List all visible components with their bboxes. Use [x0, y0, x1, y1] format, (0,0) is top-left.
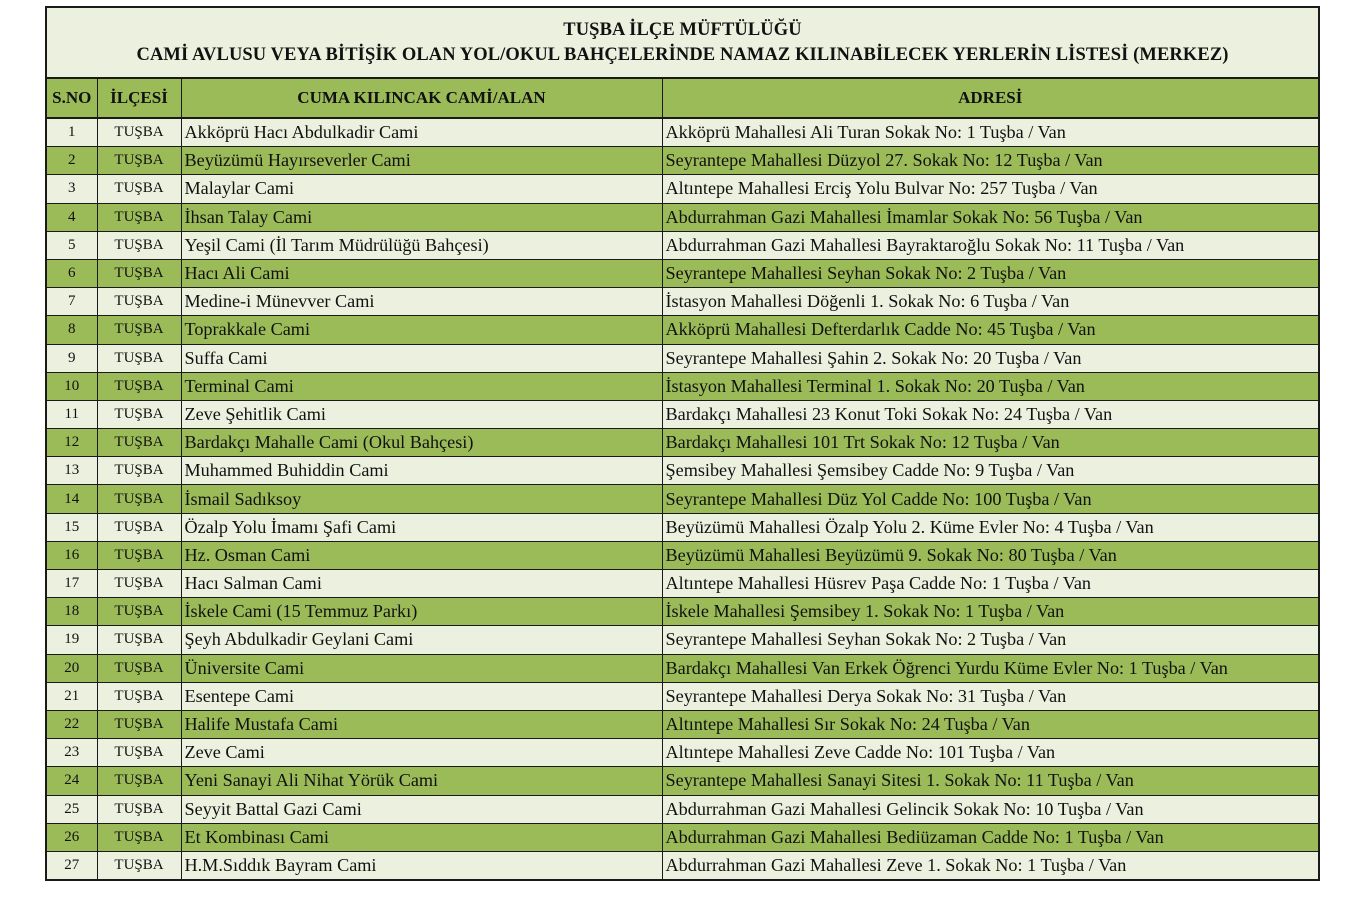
mosque-name-cell: İskele Cami (15 Temmuz Parkı)	[181, 598, 662, 626]
address-cell: Seyrantepe Mahallesi Derya Sokak No: 31 Tuşba / Van	[662, 682, 1318, 710]
table-row	[47, 457, 1318, 485]
district-cell: TUŞBA	[97, 541, 181, 569]
address-cell: Altıntepe Mahallesi Erciş Yolu Bulvar No: 257 Tuşba / Van	[662, 175, 1318, 203]
row-number-cell: 8	[47, 316, 97, 344]
row-number-cell: 5	[47, 231, 97, 259]
row-number-cell: 10	[47, 372, 97, 400]
table-row	[47, 203, 1318, 231]
row-number-cell: 21	[47, 682, 97, 710]
address-cell: Altıntepe Mahallesi Hüsrev Paşa Cadde No: 1 Tuşba / Van	[662, 570, 1318, 598]
mosque-name-cell: Terminal Cami	[181, 372, 662, 400]
mosque-name-cell: Şeyh Abdulkadir Geylani Cami	[181, 626, 662, 654]
table-row	[47, 739, 1318, 767]
row-number-cell: 6	[47, 259, 97, 287]
address-cell: Abdurrahman Gazi Mahallesi İmamlar Sokak No: 56 Tuşba / Van	[662, 203, 1318, 231]
address-cell: Abdurrahman Gazi Mahallesi Zeve 1. Sokak No: 1 Tuşba / Van	[662, 851, 1318, 879]
mosque-name-cell: Yeşil Cami (İl Tarım Müdrülüğü Bahçesi)	[181, 231, 662, 259]
mosque-name-cell: Muhammed Buhiddin Cami	[181, 457, 662, 485]
table-row	[47, 175, 1318, 203]
row-number-cell: 2	[47, 147, 97, 175]
row-number-cell: 11	[47, 400, 97, 428]
row-number-cell: 26	[47, 823, 97, 851]
district-cell: TUŞBA	[97, 400, 181, 428]
district-cell: TUŞBA	[97, 344, 181, 372]
mosque-name-cell: Halife Mustafa Cami	[181, 710, 662, 738]
column-header-district: İLÇESİ	[97, 79, 181, 118]
mosque-name-cell: Malaylar Cami	[181, 175, 662, 203]
row-number-cell: 9	[47, 344, 97, 372]
table-row	[47, 316, 1318, 344]
row-number-cell: 12	[47, 429, 97, 457]
table-row	[47, 344, 1318, 372]
table-row	[47, 598, 1318, 626]
mosque-name-cell: H.M.Sıddık Bayram Cami	[181, 851, 662, 879]
address-cell: Bardakçı Mahallesi 101 Trt Sokak No: 12 Tuşba / Van	[662, 429, 1318, 457]
address-cell: İskele Mahallesi Şemsibey 1. Sokak No: 1 Tuşba / Van	[662, 598, 1318, 626]
table-row	[47, 823, 1318, 851]
table-row	[47, 372, 1318, 400]
mosque-name-cell: İhsan Talay Cami	[181, 203, 662, 231]
address-cell: Abdurrahman Gazi Mahallesi Bediüzaman Cadde No: 1 Tuşba / Van	[662, 823, 1318, 851]
row-number-cell: 27	[47, 851, 97, 879]
district-cell: TUŞBA	[97, 598, 181, 626]
row-number-cell: 19	[47, 626, 97, 654]
district-cell: TUŞBA	[97, 513, 181, 541]
mosque-name-cell: Hacı Salman Cami	[181, 570, 662, 598]
row-number-cell: 25	[47, 795, 97, 823]
district-cell: TUŞBA	[97, 851, 181, 879]
district-cell: TUŞBA	[97, 429, 181, 457]
address-cell: Abdurrahman Gazi Mahallesi Gelincik Sokak No: 10 Tuşba / Van	[662, 795, 1318, 823]
district-cell: TUŞBA	[97, 147, 181, 175]
mosque-name-cell: Toprakkale Cami	[181, 316, 662, 344]
column-header-mosque: CUMA KILINCAK CAMİ/ALAN	[181, 79, 662, 118]
district-cell: TUŞBA	[97, 203, 181, 231]
table-row	[47, 710, 1318, 738]
row-number-cell: 3	[47, 175, 97, 203]
mosque-name-cell: Üniversite Cami	[181, 654, 662, 682]
district-cell: TUŞBA	[97, 457, 181, 485]
mosque-name-cell: Et Kombinası Cami	[181, 823, 662, 851]
mosque-name-cell: Yeni Sanayi Ali Nihat Yörük Cami	[181, 767, 662, 795]
district-cell: TUŞBA	[97, 259, 181, 287]
mosque-name-cell: Hz. Osman Cami	[181, 541, 662, 569]
address-cell: Seyrantepe Mahallesi Seyhan Sokak No: 2 Tuşba / Van	[662, 259, 1318, 287]
table-row	[47, 400, 1318, 428]
address-cell: Seyrantepe Mahallesi Seyhan Sokak No: 2 Tuşba / Van	[662, 626, 1318, 654]
district-cell: TUŞBA	[97, 485, 181, 513]
address-cell: Şemsibey Mahallesi Şemsibey Cadde No: 9 Tuşba / Van	[662, 457, 1318, 485]
address-cell: Akköprü Mahallesi Defterdarlık Cadde No: 45 Tuşba / Van	[662, 316, 1318, 344]
table-row	[47, 851, 1318, 879]
table-row	[47, 541, 1318, 569]
mosque-name-cell: Bardakçı Mahalle Cami (Okul Bahçesi)	[181, 429, 662, 457]
row-number-cell: 13	[47, 457, 97, 485]
table-row	[47, 231, 1318, 259]
table-row	[47, 795, 1318, 823]
row-number-cell: 16	[47, 541, 97, 569]
address-cell: Abdurrahman Gazi Mahallesi Bayraktaroğlu Sokak No: 11 Tuşba / Van	[662, 231, 1318, 259]
address-cell: Seyrantepe Mahallesi Düzyol 27. Sokak No: 12 Tuşba / Van	[662, 147, 1318, 175]
mosque-name-cell: Beyüzümü Hayırseverler Cami	[181, 147, 662, 175]
table-row	[47, 485, 1318, 513]
address-cell: Seyrantepe Mahallesi Düz Yol Cadde No: 100 Tuşba / Van	[662, 485, 1318, 513]
table-row	[47, 626, 1318, 654]
table-row	[47, 288, 1318, 316]
address-cell: Beyüzümü Mahallesi Özalp Yolu 2. Küme Evler No: 4 Tuşba / Van	[662, 513, 1318, 541]
row-number-cell: 4	[47, 203, 97, 231]
address-cell: Beyüzümü Mahallesi Beyüzümü 9. Sokak No: 80 Tuşba / Van	[662, 541, 1318, 569]
row-number-cell: 17	[47, 570, 97, 598]
district-cell: TUŞBA	[97, 231, 181, 259]
district-cell: TUŞBA	[97, 739, 181, 767]
district-cell: TUŞBA	[97, 316, 181, 344]
district-cell: TUŞBA	[97, 626, 181, 654]
table-row	[47, 654, 1318, 682]
table-row	[47, 147, 1318, 175]
district-cell: TUŞBA	[97, 767, 181, 795]
address-cell: Seyrantepe Mahallesi Sanayi Sitesi 1. Sokak No: 11 Tuşba / Van	[662, 767, 1318, 795]
address-cell: Seyrantepe Mahallesi Şahin 2. Sokak No: 20 Tuşba / Van	[662, 344, 1318, 372]
table-row	[47, 118, 1318, 147]
mosque-name-cell: Esentepe Cami	[181, 682, 662, 710]
table-row	[47, 259, 1318, 287]
table-row	[47, 767, 1318, 795]
mosque-name-cell: Suffa Cami	[181, 344, 662, 372]
table-row	[47, 513, 1318, 541]
mosque-name-cell: Özalp Yolu İmamı Şafi Cami	[181, 513, 662, 541]
address-cell: Akköprü Mahallesi Ali Turan Sokak No: 1 Tuşba / Van	[662, 118, 1318, 147]
address-cell: İstasyon Mahallesi Terminal 1. Sokak No: 20 Tuşba / Van	[662, 372, 1318, 400]
mosque-name-cell: Zeve Şehitlik Cami	[181, 400, 662, 428]
district-cell: TUŞBA	[97, 654, 181, 682]
table-row	[47, 682, 1318, 710]
district-cell: TUŞBA	[97, 710, 181, 738]
address-cell: İstasyon Mahallesi Döğenli 1. Sokak No: 6 Tuşba / Van	[662, 288, 1318, 316]
document-title-office: TUŞBA İLÇE MÜFTÜLÜĞÜ	[563, 19, 802, 40]
mosque-name-cell: Seyyit Battal Gazi Cami	[181, 795, 662, 823]
mosque-name-cell: Medine-i Münevver Cami	[181, 288, 662, 316]
table-row	[47, 570, 1318, 598]
document-title-box	[47, 8, 1318, 79]
document-title-subject: CAMİ AVLUSU VEYA BİTİŞİK OLAN YOL/OKUL BAHÇELERİNDE NAMAZ KILINABİLECEK YERLERİN LİSTESİ (MERKEZ)	[136, 44, 1229, 65]
row-number-cell: 14	[47, 485, 97, 513]
row-number-cell: 1	[47, 118, 97, 147]
mosque-name-cell: Zeve Cami	[181, 739, 662, 767]
row-number-cell: 20	[47, 654, 97, 682]
column-header-address: ADRESİ	[662, 79, 1318, 118]
row-number-cell: 23	[47, 739, 97, 767]
row-number-cell: 15	[47, 513, 97, 541]
mosque-name-cell: İsmail Sadıksoy	[181, 485, 662, 513]
district-cell: TUŞBA	[97, 288, 181, 316]
mosque-list-document	[45, 6, 1320, 881]
district-cell: TUŞBA	[97, 682, 181, 710]
address-cell: Altıntepe Mahallesi Sır Sokak No: 24 Tuşba / Van	[662, 710, 1318, 738]
table-body	[47, 118, 1318, 879]
row-number-cell: 24	[47, 767, 97, 795]
district-cell: TUŞBA	[97, 795, 181, 823]
mosque-name-cell: Hacı Ali Cami	[181, 259, 662, 287]
row-number-cell: 22	[47, 710, 97, 738]
address-cell: Bardakçı Mahallesi 23 Konut Toki Sokak No: 24 Tuşba / Van	[662, 400, 1318, 428]
mosque-table	[47, 79, 1318, 879]
district-cell: TUŞBA	[97, 118, 181, 147]
row-number-cell: 18	[47, 598, 97, 626]
district-cell: TUŞBA	[97, 372, 181, 400]
district-cell: TUŞBA	[97, 175, 181, 203]
row-number-cell: 7	[47, 288, 97, 316]
address-cell: Bardakçı Mahallesi Van Erkek Öğrenci Yurdu Küme Evler No: 1 Tuşba / Van	[662, 654, 1318, 682]
table-row	[47, 429, 1318, 457]
table-header-row	[47, 79, 1318, 118]
address-cell: Altıntepe Mahallesi Zeve Cadde No: 101 Tuşba / Van	[662, 739, 1318, 767]
column-header-sno: S.NO	[47, 79, 97, 118]
district-cell: TUŞBA	[97, 823, 181, 851]
mosque-name-cell: Akköprü Hacı Abdulkadir Cami	[181, 118, 662, 147]
district-cell: TUŞBA	[97, 570, 181, 598]
